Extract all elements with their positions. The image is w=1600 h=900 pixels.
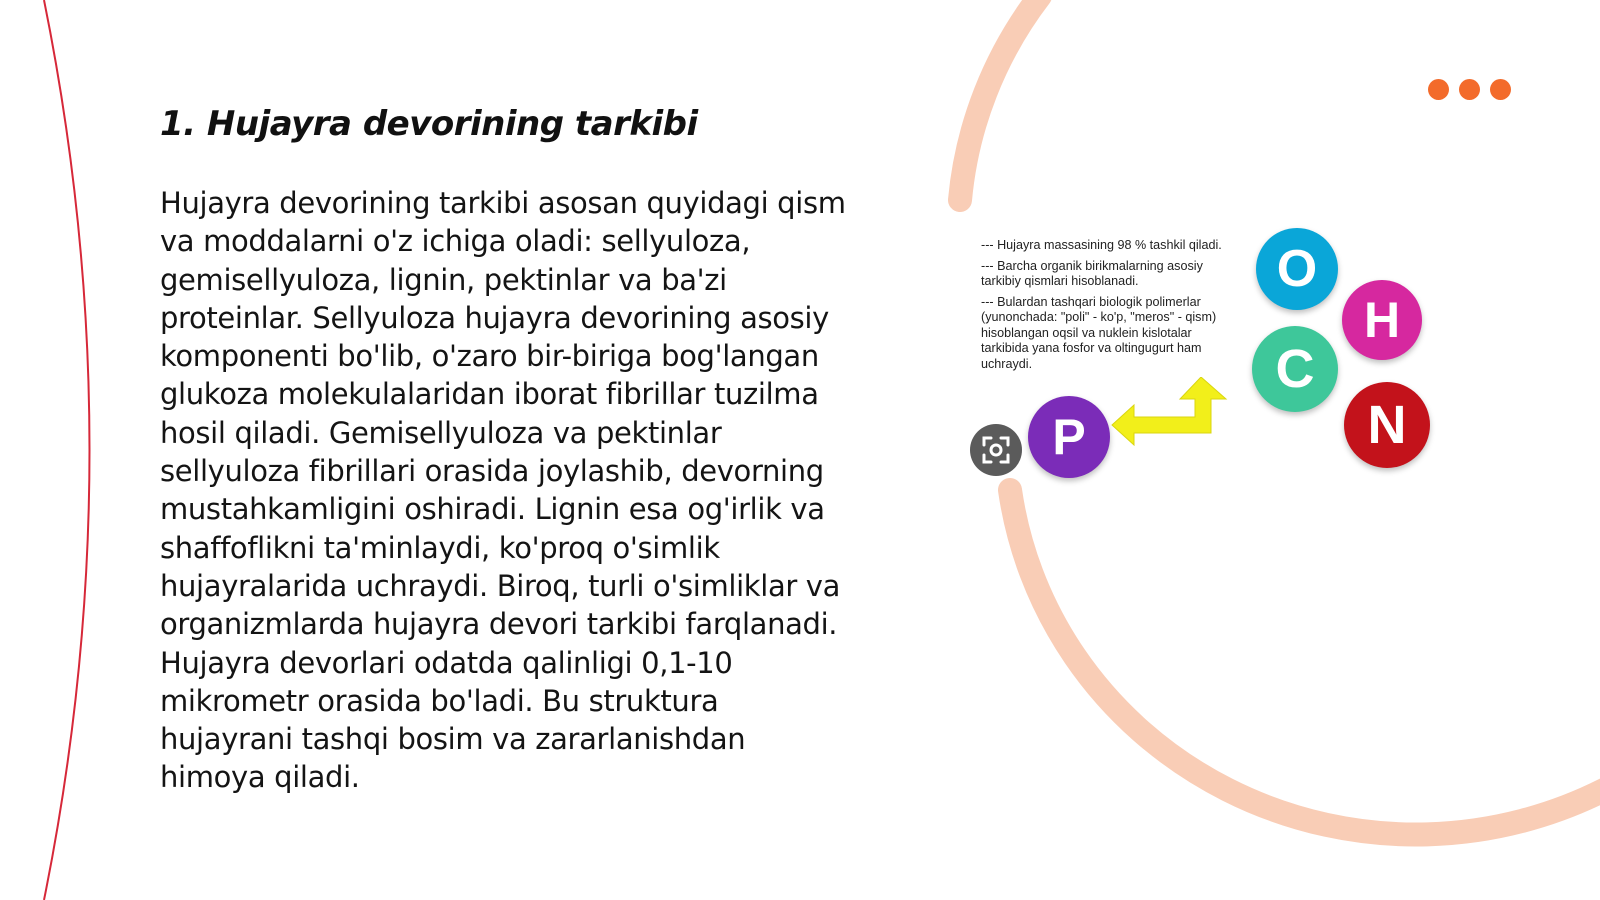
chemical-elements-figure xyxy=(970,222,1440,484)
slide-body-text: Hujayra devorining tarkibi asosan quyidagi qism va moddalarni o'z ichiga oladi: sellyuloza, gemisellyuloza, lignin, pektinlar va ba'zi proteinlar. Sellyuloza hujayra devorining asosiy komponenti bo'lib, o'zaro bir-biriga bog'langan glukoza molekulalaridan iborat fibrillar tuzilma hosil qiladi. Gemisellyuloza va pektinlar sellyuloza fibrillari orasida joylashib, devorning mustahkamligini oshiradi. Lignin esa og'irlik va shaffoflikni ta'minlaydi, ko'proq o'simlik hujayralarida uchraydi. Biroq, turli o'simliklar va organizmlarda hujayra devori tarkibi farqlanadi. Hujayra devorlari odatda qalinligi 0,1-10 mikrometr orasida bo'ladi. Bu struktura hujayrani tashqi bosim va zararlanishdan himoya qiladi. xyxy=(160,186,846,795)
figure-note: --- Hujayra massasining 98 % tashkil qiladi. xyxy=(981,238,1222,252)
decorative-ring-lower xyxy=(1010,490,1600,835)
atom-nitrogen: N xyxy=(1344,382,1430,468)
decorative-ring-upper xyxy=(960,0,1040,200)
yellow-arrow-icon xyxy=(1110,377,1232,453)
lens-search-icon[interactable] xyxy=(970,424,1022,476)
menu-dot xyxy=(1459,79,1480,100)
slide-title: 1. Hujayra devorining tarkibi xyxy=(160,104,698,144)
camera-lens-icon xyxy=(981,435,1011,465)
atom-hydrogen: H xyxy=(1342,280,1422,360)
left-red-curve xyxy=(44,0,90,900)
atom-carbon: C xyxy=(1252,326,1338,412)
atom-oxygen: O xyxy=(1256,228,1338,310)
figure-note: --- Bulardan tashqari biologik polimerlar (yunonchada: "poli" - ko'p, "meros" - qism) hisoblangan oqsil va nuklein kislotalar tarkibida yana fosfor va oltingugurt ham uchraydi. xyxy=(981,294,1217,371)
three-dots-icon xyxy=(1428,79,1512,101)
figure-notes-list xyxy=(981,238,1227,377)
figure-note: --- Barcha organik birikmalarning asosiy tarkibiy qismlari hisoblanadi. xyxy=(981,258,1203,288)
menu-dot xyxy=(1490,79,1511,100)
menu-dot xyxy=(1428,79,1449,100)
atom-phosphorus: P xyxy=(1028,396,1110,478)
